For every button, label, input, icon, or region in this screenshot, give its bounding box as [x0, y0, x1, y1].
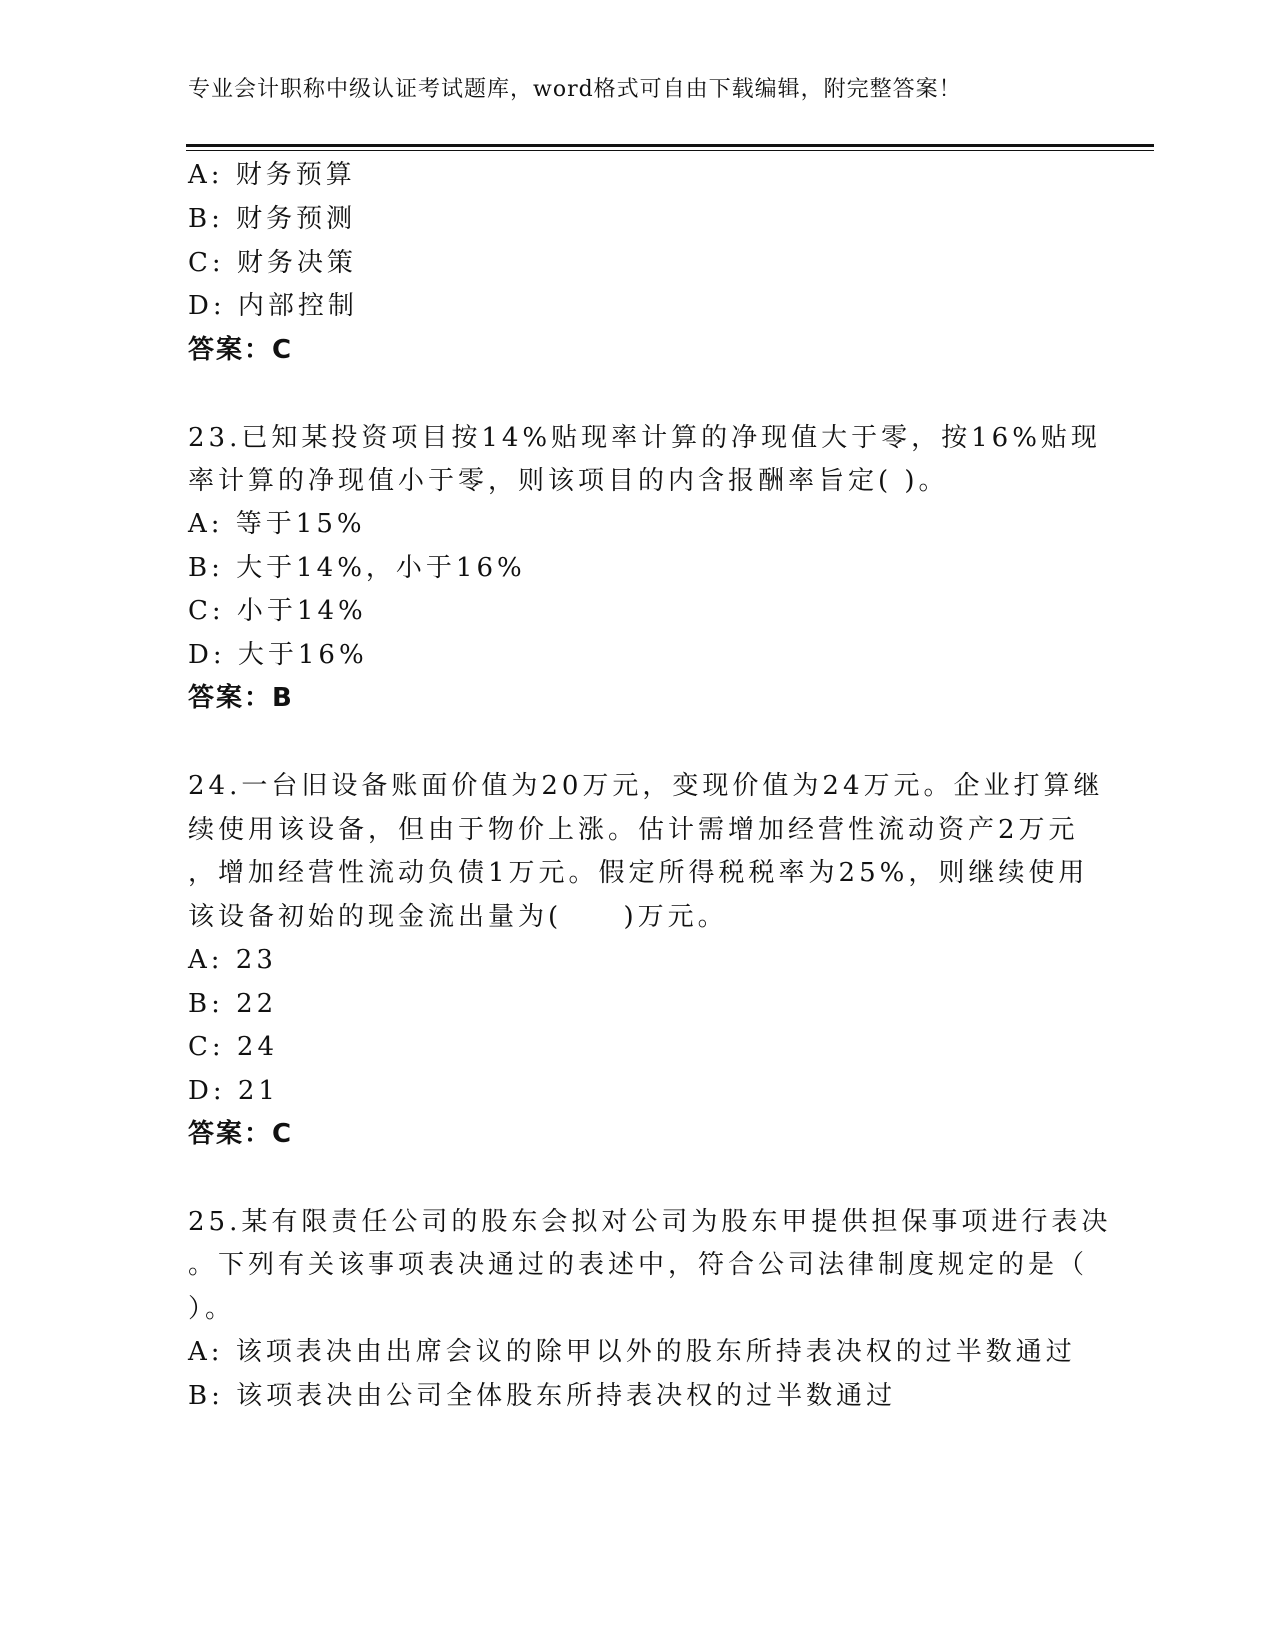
- q23-stem-line-2: 率计算的净现值小于零，则该项目的内含报酬率旨定( )。: [188, 466, 949, 496]
- q23-option-d: D: 大于16%: [188, 640, 368, 670]
- q22-option-d: D: 内部控制: [188, 291, 358, 321]
- q24-option-d: D: 21: [188, 1076, 279, 1106]
- q22-answer: 答案：C: [188, 335, 294, 365]
- q23-answer: 答案：B: [188, 683, 294, 713]
- page-header: 专业会计职称中级认证考试题库，word格式可自由下载编辑，附完整答案！: [188, 77, 962, 102]
- q22-option-a: A: 财务预算: [188, 160, 356, 190]
- q24-stem-line-1: 24.一台旧设备账面价值为20万元，变现价值为24万元。企业打算继: [188, 771, 1104, 801]
- q25-option-a: A: 该项表决由出席会议的除甲以外的股东所持表决权的过半数通过: [188, 1337, 1076, 1367]
- header-rule-thin: [186, 150, 1154, 151]
- q25-stem-line-1: 25.某有限责任公司的股东会拟对公司为股东甲提供担保事项进行表决: [188, 1207, 1112, 1237]
- q24-stem-line-2: 续使用该设备，但由于物价上涨。估计需增加经营性流动资产2万元: [188, 815, 1079, 845]
- q24-stem-line-3: ，增加经营性流动负债1万元。假定所得税税率为25%，则继续使用: [188, 858, 1089, 888]
- q23-option-b: B: 大于14%，小于16%: [188, 553, 526, 583]
- q22-option-b: B: 财务预测: [188, 204, 357, 234]
- q23-option-a: A: 等于15%: [188, 509, 366, 539]
- q24-stem-line-4: 该设备初始的现金流出量为( )万元。: [188, 902, 728, 932]
- q23-stem-line-1: 23.已知某投资项目按14%贴现率计算的净现值大于零，按16%贴现: [188, 423, 1101, 453]
- q24-answer: 答案：C: [188, 1119, 294, 1149]
- header-rule-thick: [186, 144, 1154, 147]
- q24-option-c: C: 24: [188, 1032, 279, 1062]
- q22-option-c: C: 财务决策: [188, 248, 357, 278]
- q23-option-c: C: 小于14%: [188, 596, 367, 626]
- q25-stem-line-2: 。下列有关该事项表决通过的表述中，符合公司法律制度规定的是（: [188, 1250, 1089, 1280]
- q25-option-b: B: 该项表决由公司全体股东所持表决权的过半数通过: [188, 1381, 897, 1411]
- q24-option-a: A: 23: [188, 945, 277, 975]
- q24-option-b: B: 22: [188, 989, 278, 1019]
- q25-stem-line-3: ）。: [188, 1294, 236, 1324]
